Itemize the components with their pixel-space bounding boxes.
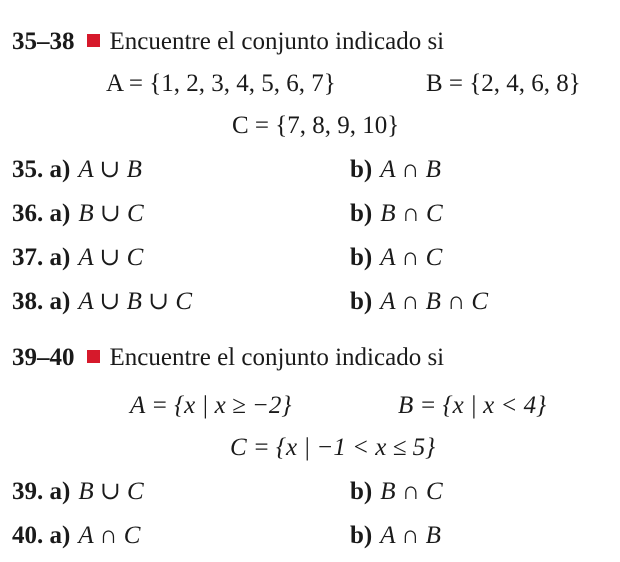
part-a-label: a) [49,478,71,505]
section-heading-39-40 [12,343,444,373]
part-a-label: a) [49,200,71,227]
part-a-expression: A ∪ B [78,156,142,183]
part-a-label: a) [49,288,71,315]
part-b-expression: A ∩ B [380,156,441,183]
exercise-number: 35. [12,156,44,183]
exercise-38 [12,287,192,317]
exercise-range: 35–38 [12,28,75,55]
exercise-number: 39. [12,478,44,505]
exercise-36-b [350,199,443,229]
part-a-expression: A ∩ C [78,522,141,549]
set-c-definition: C = {x | −1 < x ≤ 5} [230,434,436,461]
part-b-label: b) [350,522,373,549]
part-a-expression: B ∪ C [78,200,144,227]
part-b-label: b) [350,200,373,227]
part-b-expression: B ∩ C [380,478,443,505]
exercise-37 [12,243,143,273]
set-a-definition: A = {x | x ≥ −2} [130,392,292,419]
part-a-label: a) [49,244,71,271]
exercise-40 [12,521,140,551]
part-b-expression: A ∩ B ∩ C [380,288,489,315]
exercise-40-b [350,521,441,551]
part-b-label: b) [350,244,373,271]
exercise-37-b [350,243,442,273]
red-square-bullet-icon [87,34,100,47]
set-b-definition: B = {x | x < 4} [398,392,547,419]
section-heading-35-38 [12,27,444,57]
exercise-36 [12,199,144,229]
exercise-38-b [350,287,488,317]
instruction-text: Encuentre el conjunto indicado si [109,344,445,371]
part-a-label: a) [49,156,71,183]
exercise-39-b [350,477,443,507]
red-square-bullet-icon [87,350,100,363]
set-c-definition: C = {7, 8, 9, 10} [232,112,400,139]
exercise-39 [12,477,144,507]
exercise-number: 37. [12,244,44,271]
exercise-range: 39–40 [12,344,75,371]
part-b-label: b) [350,288,373,315]
exercise-number: 36. [12,200,44,227]
exercise-35 [12,155,142,185]
exercise-number: 40. [12,522,44,549]
set-b-definition: B = {2, 4, 6, 8} [426,70,581,97]
part-a-expression: A ∪ C [78,244,144,271]
part-a-label: a) [49,522,71,549]
instruction-text: Encuentre el conjunto indicado si [109,28,445,55]
part-b-label: b) [350,478,373,505]
exercise-35-b [350,155,441,185]
part-a-expression: A ∪ B ∪ C [78,288,192,315]
part-a-expression: B ∪ C [78,478,144,505]
part-b-label: b) [350,156,373,183]
part-b-expression: B ∩ C [380,200,443,227]
exercise-number: 38. [12,288,44,315]
part-b-expression: A ∩ B [380,522,441,549]
set-a-definition: A = {1, 2, 3, 4, 5, 6, 7} [106,70,336,97]
part-b-expression: A ∩ C [380,244,443,271]
